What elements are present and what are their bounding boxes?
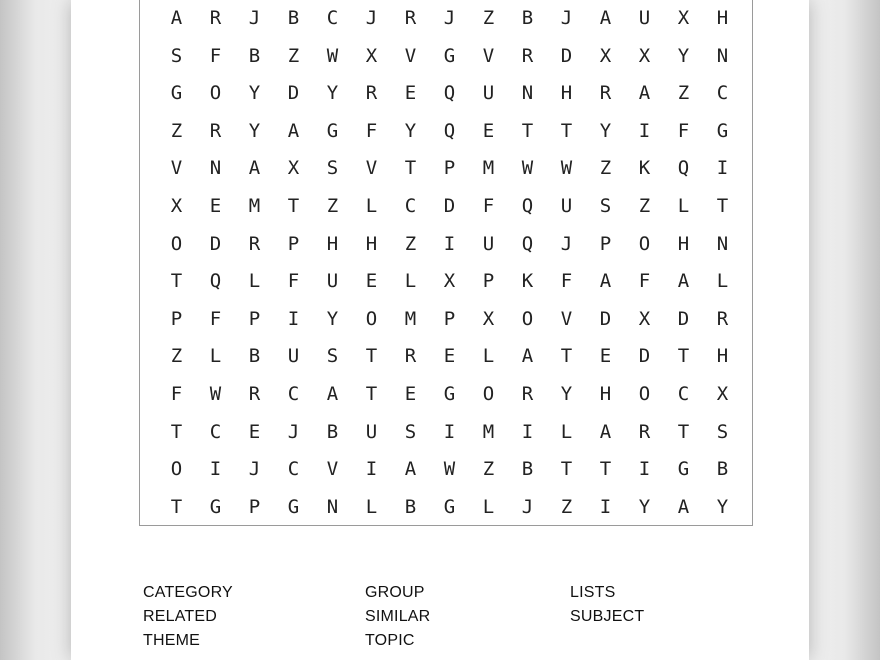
grid-cell[interactable]: A [326,382,339,405]
grid-cell[interactable]: J [365,7,378,29]
grid-cell[interactable]: Y [326,82,339,105]
grid-cell[interactable]: P [287,232,300,255]
grid-cell[interactable]: R [209,7,222,29]
grid-cell[interactable]: X [677,7,690,29]
grid-cell[interactable]: T [599,458,612,481]
grid-cell[interactable]: I [365,458,378,481]
grid-cell[interactable]: I [521,420,534,443]
grid-cell[interactable]: W [209,382,222,405]
grid-cell[interactable]: C [209,420,222,443]
grid-cell[interactable]: R [716,307,729,330]
grid-cell[interactable]: T [677,420,690,443]
grid-cell[interactable]: G [677,458,690,481]
grid-cell[interactable]: O [638,382,651,405]
grid-cell[interactable]: O [638,232,651,255]
grid-cell[interactable]: T [716,194,729,217]
grid-cell[interactable]: G [326,119,339,142]
grid-cell[interactable]: Q [677,157,690,180]
grid-cell[interactable]: S [599,194,612,217]
grid-cell[interactable]: D [443,194,456,217]
grid-cell[interactable]: W [326,44,339,67]
grid-cell[interactable]: G [443,495,456,518]
grid-cell[interactable]: Z [404,232,417,255]
grid-cell[interactable]: R [365,82,378,105]
grid-cell[interactable]: D [209,232,222,255]
grid-cell[interactable]: L [209,345,222,368]
grid-cell[interactable]: B [521,458,534,481]
word-similar: SIMILAR [365,608,431,625]
grid-cell[interactable]: T [560,119,573,142]
grid-cell[interactable]: L [248,270,261,293]
grid-cell[interactable]: C [677,382,690,405]
grid-cell[interactable]: I [443,232,456,255]
grid-cell[interactable]: A [248,157,261,180]
word-group: GROUP [365,584,425,601]
grid-cell[interactable]: X [599,44,612,67]
grid-cell[interactable]: Q [443,119,456,142]
grid-cell[interactable]: X [170,194,183,217]
grid-cell[interactable]: L [716,270,729,293]
grid-cell[interactable]: F [209,307,222,330]
grid-cell[interactable]: Y [404,119,417,142]
word-related: RELATED [143,608,218,625]
grid-cell[interactable]: Y [248,119,261,142]
grid-cell[interactable]: O [170,232,183,255]
grid-cell[interactable]: L [482,345,495,368]
grid-cell[interactable]: T [287,194,300,217]
grid-cell[interactable]: A [599,270,612,293]
grid-cell[interactable]: O [365,307,378,330]
letter-grid [157,0,742,526]
grid-cell[interactable]: M [482,420,495,443]
word-category: CATEGORY [143,584,233,601]
grid-cell[interactable]: G [287,495,300,518]
grid-cell[interactable]: F [287,270,300,293]
grid-cell[interactable]: B [326,420,339,443]
grid-cell[interactable]: W [443,458,456,481]
grid-cell[interactable]: Q [521,232,534,255]
grid-cell[interactable]: Z [326,194,339,217]
grid-cell[interactable]: J [521,495,534,518]
grid-cell[interactable]: E [443,345,456,368]
grid-cell[interactable]: A [170,7,183,29]
grid-cell[interactable]: K [521,270,534,293]
grid-cell[interactable]: H [716,345,729,368]
grid-cell[interactable]: R [521,382,534,405]
grid-cell[interactable]: Z [677,82,690,105]
grid-cell[interactable]: Y [677,44,690,67]
grid-cell[interactable]: T [365,382,378,405]
grid-cell[interactable]: R [404,345,417,368]
grid-cell[interactable]: R [521,44,534,67]
word-topic: TOPIC [365,632,415,649]
grid-cell[interactable]: X [443,270,456,293]
grid-cell[interactable]: V [365,157,378,180]
grid-cell[interactable]: H [677,232,690,255]
grid-cell[interactable]: N [716,44,729,67]
grid-cell[interactable]: M [404,307,417,330]
grid-cell[interactable]: S [404,420,417,443]
grid-cell[interactable]: J [287,420,300,443]
grid-cell[interactable]: X [482,307,495,330]
grid-cell[interactable]: O [482,382,495,405]
grid-cell[interactable]: T [560,458,573,481]
grid-cell[interactable]: R [248,382,261,405]
grid-cell[interactable]: X [716,382,729,405]
grid-cell[interactable]: F [170,382,183,405]
grid-cell[interactable]: J [248,458,261,481]
grid-cell[interactable]: U [326,270,339,293]
grid-cell[interactable]: B [521,7,534,29]
grid-cell[interactable]: Q [443,82,456,105]
grid-cell[interactable]: E [365,270,378,293]
grid-cell[interactable]: F [560,270,573,293]
grid-cell[interactable]: T [170,420,183,443]
grid-cell[interactable]: P [443,307,456,330]
grid-cell[interactable]: A [599,7,612,29]
grid-cell[interactable]: L [404,270,417,293]
grid-cell[interactable]: I [209,458,222,481]
grid-cell[interactable]: F [209,44,222,67]
word-subject: SUBJECT [570,608,645,625]
grid-cell[interactable]: J [560,232,573,255]
grid-cell[interactable]: A [638,82,651,105]
grid-cell[interactable]: L [560,420,573,443]
grid-cell[interactable]: D [599,307,612,330]
grid-cell[interactable]: Z [482,458,495,481]
grid-cell[interactable]: V [326,458,339,481]
grid-cell[interactable]: R [599,82,612,105]
grid-cell[interactable]: A [287,119,300,142]
grid-cell[interactable]: T [170,270,183,293]
grid-cell[interactable]: H [716,7,729,29]
grid-cell[interactable]: I [599,495,612,518]
grid-cell[interactable]: I [287,307,300,330]
grid-cell[interactable]: Z [482,7,495,29]
grid-cell[interactable]: B [248,44,261,67]
grid-cell[interactable]: U [638,7,651,29]
grid-cell[interactable]: W [521,157,534,180]
grid-cell[interactable]: N [209,157,222,180]
grid-cell[interactable]: V [482,44,495,67]
grid-cell[interactable]: V [560,307,573,330]
grid-cell[interactable]: A [521,345,534,368]
grid-cell[interactable]: Y [716,495,729,518]
grid-cell[interactable]: R [209,119,222,142]
grid-cell[interactable]: T [404,157,417,180]
grid-cell[interactable]: P [248,495,261,518]
grid-cell[interactable]: S [170,44,183,67]
grid-cell[interactable]: N [716,232,729,255]
grid-cell[interactable]: A [404,458,417,481]
grid-cell[interactable]: G [716,119,729,142]
grid-cell[interactable]: H [560,82,573,105]
grid-cell[interactable]: E [209,194,222,217]
grid-cell[interactable]: U [482,232,495,255]
grid-cell[interactable]: I [716,157,729,180]
grid-cell[interactable]: Y [326,307,339,330]
grid-cell[interactable]: H [365,232,378,255]
grid-cell[interactable]: V [404,44,417,67]
grid-cell[interactable]: I [638,119,651,142]
grid-cell[interactable]: Z [170,345,183,368]
grid-cell[interactable]: T [521,119,534,142]
grid-cell[interactable]: A [677,495,690,518]
grid-cell[interactable]: C [404,194,417,217]
grid-cell[interactable]: R [638,420,651,443]
grid-cell[interactable]: C [287,458,300,481]
grid-cell[interactable]: Y [638,495,651,518]
grid-cell[interactable]: T [365,345,378,368]
grid-cell[interactable]: G [443,44,456,67]
grid-cell[interactable]: G [443,382,456,405]
grid-cell[interactable]: T [170,495,183,518]
grid-cell[interactable]: P [248,307,261,330]
grid-cell[interactable]: M [482,157,495,180]
grid-cell[interactable]: M [248,194,261,217]
grid-cell[interactable]: E [248,420,261,443]
grid-cell[interactable]: F [638,270,651,293]
grid-cell[interactable]: N [326,495,339,518]
grid-cell[interactable]: Y [599,119,612,142]
grid-cell[interactable]: L [365,495,378,518]
grid-cell[interactable]: O [209,82,222,105]
grid-cell[interactable]: B [716,458,729,481]
grid-cell[interactable]: R [404,7,417,29]
grid-cell[interactable]: F [677,119,690,142]
grid-cell[interactable]: D [560,44,573,67]
grid-cell[interactable]: C [716,82,729,105]
word-list [143,584,703,660]
grid-cell[interactable]: U [482,82,495,105]
grid-cell[interactable]: K [638,157,651,180]
grid-cell[interactable]: N [521,82,534,105]
grid-cell[interactable]: D [287,82,300,105]
puzzle-sheet [71,0,809,660]
grid-cell[interactable]: P [170,307,183,330]
grid-cell[interactable]: U [560,194,573,217]
grid-cell[interactable]: S [326,157,339,180]
grid-cell[interactable]: E [482,119,495,142]
grid-cell[interactable]: H [599,382,612,405]
grid-cell[interactable]: O [170,458,183,481]
grid-cell[interactable]: C [326,7,339,29]
grid-cell[interactable]: T [677,345,690,368]
grid-cell[interactable]: P [599,232,612,255]
grid-cell[interactable]: R [248,232,261,255]
grid-cell[interactable]: O [521,307,534,330]
grid-cell[interactable]: X [638,307,651,330]
grid-cell[interactable]: U [287,345,300,368]
grid-cell[interactable]: Q [521,194,534,217]
grid-cell[interactable]: T [560,345,573,368]
grid-cell[interactable]: J [443,7,456,29]
grid-cell[interactable]: L [365,194,378,217]
grid-cell[interactable]: Y [248,82,261,105]
grid-cell[interactable]: G [209,495,222,518]
grid-cell[interactable]: G [170,82,183,105]
grid-cell[interactable]: Z [599,157,612,180]
grid-cell[interactable]: D [638,345,651,368]
grid-cell[interactable]: Z [638,194,651,217]
grid-cell[interactable]: L [482,495,495,518]
grid-cell[interactable]: B [248,345,261,368]
grid-cell[interactable]: F [482,194,495,217]
grid-cell[interactable]: D [677,307,690,330]
grid-cell[interactable]: X [638,44,651,67]
grid-cell[interactable]: L [677,194,690,217]
grid-cell[interactable]: A [599,420,612,443]
grid-cell[interactable]: P [443,157,456,180]
grid-cell[interactable]: F [365,119,378,142]
grid-cell[interactable]: X [365,44,378,67]
grid-cell[interactable]: B [404,495,417,518]
grid-cell[interactable]: A [677,270,690,293]
grid-cell[interactable]: Z [287,44,300,67]
grid-cell[interactable]: J [560,7,573,29]
grid-cell[interactable]: Z [170,119,183,142]
word-lists: LISTS [570,584,616,601]
grid-cell[interactable]: I [443,420,456,443]
grid-cell[interactable]: Z [560,495,573,518]
grid-cell[interactable]: U [365,420,378,443]
grid-cell[interactable]: S [716,420,729,443]
grid-cell[interactable]: S [326,345,339,368]
grid-cell[interactable]: E [404,382,417,405]
grid-cell[interactable]: E [599,345,612,368]
grid-cell[interactable]: J [248,7,261,29]
grid-cell[interactable]: C [287,382,300,405]
grid-cell[interactable]: Q [209,270,222,293]
grid-cell[interactable]: X [287,157,300,180]
word-theme: THEME [143,632,200,649]
grid-cell[interactable]: H [326,232,339,255]
grid-cell[interactable]: W [560,157,573,180]
grid-cell[interactable]: V [170,157,183,180]
grid-cell[interactable]: P [482,270,495,293]
grid-cell[interactable]: E [404,82,417,105]
grid-cell[interactable]: I [638,458,651,481]
grid-cell[interactable]: B [287,7,300,29]
grid-cell[interactable]: Y [560,382,573,405]
